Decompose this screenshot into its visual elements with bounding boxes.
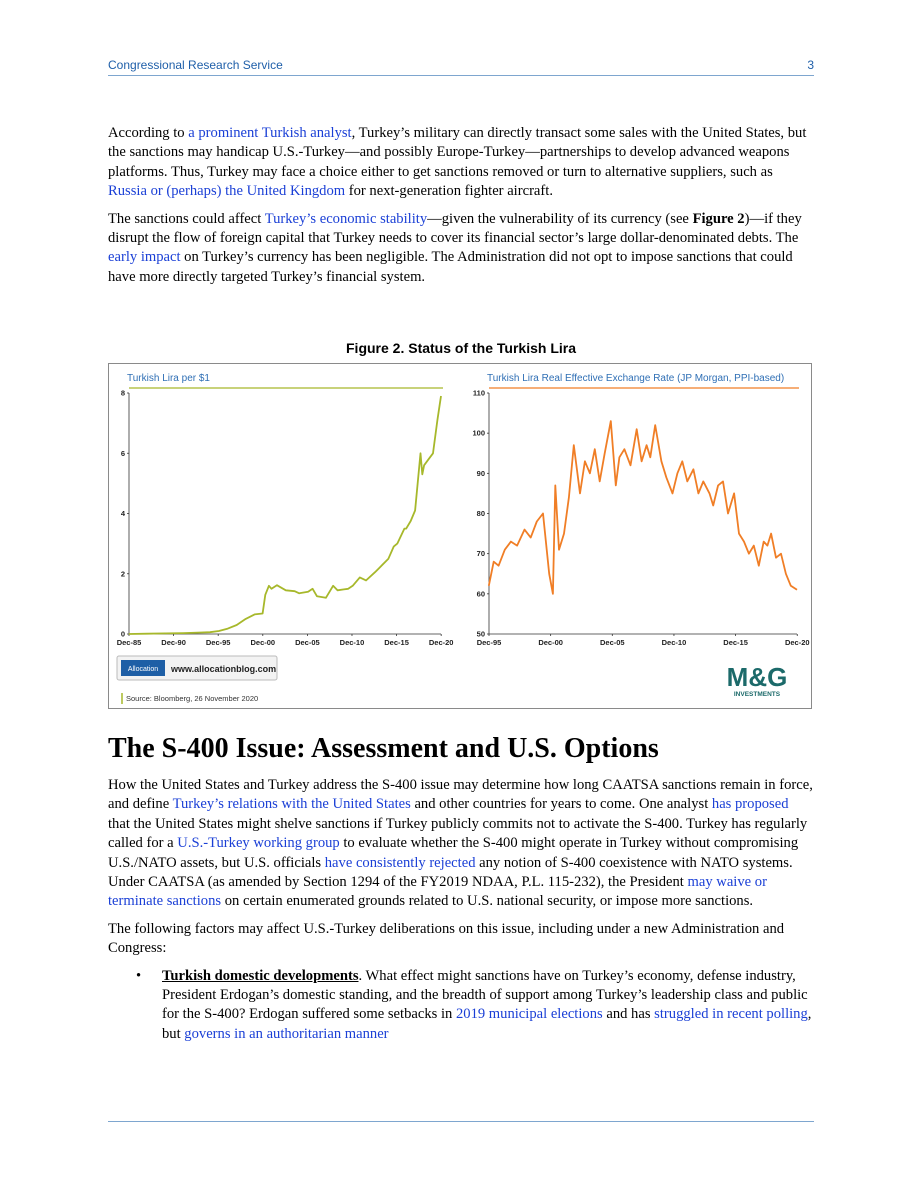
bullet-heading: Turkish domestic developments: [162, 967, 359, 984]
x-tick-label: Dec-20: [784, 638, 810, 647]
link-turkish-analyst[interactable]: a prominent Turkish analyst: [188, 125, 352, 141]
text: on Turkey’s currency has been negligible. The Administration did not opt to impose sanctions that could have more directly targeted Turkey’s financial system.: [108, 249, 793, 285]
bullet-domestic-developments: [108, 967, 814, 1045]
paragraph-1: [108, 124, 814, 202]
text: —given the vulnerability of its currency (see: [427, 210, 693, 227]
paragraph-3: [108, 776, 814, 912]
y-tick-label: 0: [120, 629, 125, 639]
x-tick-label: Dec-10: [661, 638, 687, 647]
chart-lira-per-dollar: [117, 373, 454, 647]
y-tick-label: 50: [476, 629, 485, 639]
allocation-url: www.allocationblog.com: [171, 664, 277, 674]
chart-title-1: Turkish Lira Real Effective Exchange Rate (JP Morgan, PPI-based): [487, 373, 785, 384]
y-tick-label: 70: [476, 549, 485, 559]
text: )—if they disrupt the flow of foreign capital that Turkey needs to cover its financial sector’s large dollar-denominated debts. The: [108, 210, 802, 247]
text: and has: [602, 1006, 655, 1023]
y-tick-label: 4: [120, 509, 125, 518]
series-line-0: [129, 396, 441, 634]
mg-logo-sub: INVESTMENTS: [733, 691, 781, 698]
link-relations-us[interactable]: Turkey’s relations with the United States: [172, 796, 411, 813]
intro-text: [108, 124, 814, 295]
mg-investments-logo: [727, 662, 788, 698]
figure-caption: Figure 2. Status of the Turkish Lira: [346, 340, 576, 356]
allocation-logo-text: Allocation: [127, 666, 159, 673]
link-has-proposed[interactable]: has proposed: [711, 796, 789, 813]
link-waive-terminate[interactable]: may waive or terminate sanctions: [108, 874, 767, 910]
text: , but: [162, 1006, 812, 1042]
x-tick-label: Dec-10: [339, 638, 365, 647]
link-recent-polling[interactable]: struggled in recent polling: [654, 1006, 808, 1023]
link-consistently-rejected[interactable]: have consistently rejected: [324, 854, 476, 871]
x-tick-label: Dec-05: [599, 638, 625, 647]
bullet-text: [162, 967, 812, 1045]
paragraph-2: [108, 210, 814, 288]
text: , Turkey’s military can directly transact some sales with the United States, but the sanctions may handicap U.S.-Turkey—and possibly Europe-Turkey—partnerships to develop advanced weapons platforms. Thus, Turkey may face a choice either to get sanctions removed or turn to alternative suppliers, such as: [108, 125, 807, 180]
chart-title-0: Turkish Lira per $1: [127, 373, 210, 384]
page-number: 3: [807, 58, 814, 72]
figure-2: [108, 363, 812, 709]
text: How the United States and Turkey address the S-400 issue may determine how long CAATSA sanctions remain in force, and define: [108, 777, 813, 813]
text: to evaluate whether the S-400 might operate in Turkey without compromising U.S./NATO assets, but U.S. officials: [108, 835, 799, 871]
x-tick-label: Dec-95: [205, 638, 231, 647]
text: for next-generation fighter aircraft.: [345, 183, 553, 200]
y-tick-label: 60: [476, 589, 485, 599]
text: . What effect might sanctions have on Turkey’s economy, defense industry, President Erdogan’s domestic standing, and the breadth of support among Turkey’s leadership class and public for the S-400? Erdogan suffered some setbacks in: [162, 967, 808, 1023]
section-heading: The S-400 Issue: Assessment and U.S. Options: [108, 733, 659, 764]
header-rule: [108, 75, 814, 76]
x-tick-label: Dec-05: [295, 638, 320, 647]
mg-logo-text: M&G: [726, 662, 788, 692]
footer-rule: [108, 1121, 814, 1122]
chart-real-effective-exchange-rate: [472, 373, 809, 647]
section-text: [108, 776, 814, 1044]
series-line-1: [489, 421, 797, 594]
link-municipal-elections[interactable]: 2019 municipal elections: [455, 1006, 603, 1023]
allocation-logo[interactable]: [117, 656, 277, 680]
chart-source: Source: Bloomberg, 26 November 2020: [126, 694, 259, 703]
link-early-impact[interactable]: early impact: [108, 249, 181, 266]
x-tick-label: Dec-90: [161, 638, 186, 647]
y-tick-label: 110: [472, 388, 485, 398]
text: any notion of S-400 coexistence with NATO systems. Under CAATSA (as amended by Section 1294 of the FY2019 NDAA, P.L. 115-232), the President: [108, 854, 793, 891]
x-tick-label: Dec-20: [428, 638, 454, 647]
x-tick-label: Dec-95: [476, 638, 502, 647]
bullet-dot: •: [136, 967, 142, 984]
x-tick-label: Dec-00: [538, 638, 563, 647]
y-tick-label: 2: [120, 569, 125, 579]
x-tick-label: Dec-00: [250, 638, 276, 647]
text: that the United States might shelve sanctions if Turkey publicly commits not to activate the S-400. Turkey has regularly called for a: [108, 815, 808, 852]
paragraph-4: The following factors may affect U.S.-Turkey deliberations on this issue, including under a new Administration and Congress:: [108, 920, 785, 957]
text: The sanctions could affect: [108, 210, 265, 227]
y-tick-label: 100: [472, 428, 485, 438]
y-tick-label: 80: [476, 509, 485, 518]
link-russia-uk[interactable]: Russia or (perhaps) the United Kingdom: [108, 183, 346, 200]
text: According to: [108, 125, 189, 141]
x-tick-label: Dec-15: [723, 638, 748, 647]
link-economic-stability[interactable]: Turkey’s economic stability: [264, 210, 428, 227]
header-publisher: Congressional Research Service: [108, 58, 283, 72]
y-tick-label: 8: [120, 388, 125, 398]
y-tick-label: 6: [120, 448, 125, 458]
x-tick-label: Dec-85: [116, 638, 142, 647]
link-working-group[interactable]: U.S.-Turkey working group: [177, 835, 340, 852]
link-authoritarian-manner[interactable]: governs in an authoritarian manner: [184, 1025, 389, 1042]
figure-chart-svg: [109, 364, 811, 708]
x-tick-label: Dec-15: [384, 638, 409, 647]
text: and other countries for years to come. One analyst: [410, 796, 712, 813]
figure-ref: Figure 2: [692, 210, 745, 227]
y-tick-label: 90: [476, 468, 485, 478]
text: on certain enumerated grounds related to U.S. national security, or impose more sanctions.: [221, 893, 754, 910]
